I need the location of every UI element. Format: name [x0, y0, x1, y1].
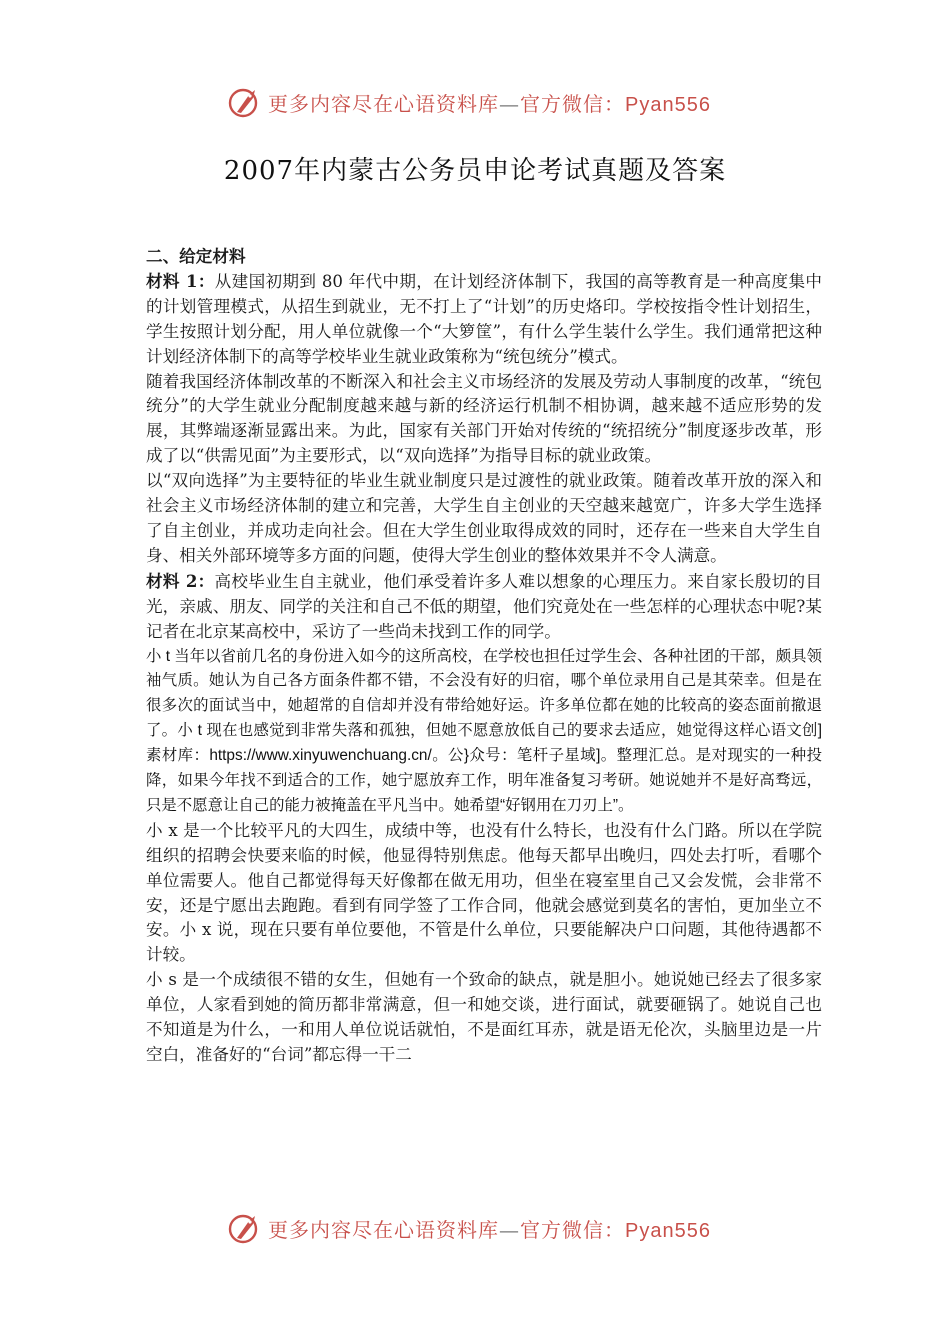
paragraph: [146, 645, 822, 819]
pen-nib-logo-icon: [228, 85, 262, 119]
paragraph-text: 从建国初期到 80 年代中期，在计划经济体制下，我国的高等教育是一种高度集中的计划管理模式，从招生到就业，无不打上了“计划”的历史烙印。学校按指令性计划招生，学生按照计划分配，用人单位就像一个“大箩筐”，有什么学生装什么学生。我们通常把这种计划经济体制下的高等学校毕业生就业政策称为“统包统分”模式。: [146, 271, 822, 366]
paragraph: [146, 469, 822, 569]
paragraph-text: 小 s 是一个成绩很不错的女生，但她有一个致命的缺点，就是胆小。她说她已经去了很多家单位，人家看到她的简历都非常满意，但一和她交谈，进行面试，就要砸锅了。她说自己也不知道是为什么，一和用人单位说话就怕，不是面红耳赤，就是语无伦次，头脑里边是一片空白，准备好的“台词”都忘得一干二: [146, 970, 822, 1064]
banner-wechat-label: 官方微信：: [520, 1217, 625, 1242]
banner-separator: —: [499, 1217, 520, 1242]
paragraph-text: 小 t 当年以省前几名的身份进入如今的这所高校，在学校也担任过学生会、各种社团的干部，颇具领袖气质。她认为自己各方面条件都不错，不会没有好的归宿，哪个单位录用自己是其荣幸。但是在很多次的面试当中，她超常的自信却并没有带给她好运。许多单位都在她的比较高的姿态面前撤退了。小 t 现在也感觉到非常失落和孤独，但她不愿意放低自己的要求去适应，她觉得这样心语文创]素材库：https://www.xinyuwenchuang.cn/。公}众号：笔杆子星域]。整理汇总。是对现实的一种投降，如果今年找不到适合的工作，她宁愿放弃工作，明年准备复习考研。她说她并不是好高骛远，只是不愿意让自己的能力被掩盖在平凡当中。她希望“好钢用在刀刃上”。: [146, 647, 822, 814]
material-label: 材料 2：: [146, 570, 215, 591]
footer-banner: [228, 1208, 748, 1248]
pen-nib-logo-icon: [228, 1211, 262, 1245]
banner-slogan: 更多内容尽在心语资料库: [268, 91, 499, 116]
banner-slogan: 更多内容尽在心语资料库: [268, 1217, 499, 1242]
paragraph-text: 随着我国经济体制改革的不断深入和社会主义市场经济的发展及劳动人事制度的改革，“统包统分”的大学生就业分配制度越来越与新的经济运行机制不相协调，越来越不适应形势的发展，其弊端逐渐显露出来。为此，国家有关部门开始对传统的“统招统分”制度逐步改革，形成了以“供需见面”为主要形式，以“双向选择”为指导目标的就业政策。: [146, 371, 822, 466]
paragraph: [146, 968, 822, 1068]
banner-wechat-label: 官方微信：: [520, 91, 625, 116]
paragraph: [146, 569, 822, 645]
banner-text: [268, 88, 711, 117]
section-heading: 二、给定材料: [146, 246, 246, 266]
paragraph-text: 高校毕业生自主就业，他们承受着许多人难以想象的心理压力。来自家长殷切的目光，亲戚、朋友、同学的关注和自己不低的期望，他们究竟处在一些怎样的心理状态中呢?某记者在北京某高校中，采访了一些尚未找到工作的同学。: [146, 571, 822, 641]
banner-wechat-id: Pyan556: [625, 1219, 711, 1242]
paragraph-text: 以“双向选择”为主要特征的毕业生就业制度只是过渡性的就业政策。随着改革开放的深入和社会主义市场经济体制的建立和完善，大学生自主创业的天空越来越宽广，许多大学生选择了自主创业，并成功走向社会。但在大学生创业取得成效的同时，还存在一些来自大学生自身、相关外部环境等多方面的问题，使得大学生创业的整体效果并不令人满意。: [146, 471, 822, 565]
paragraph: [146, 819, 822, 968]
banner-separator: —: [499, 91, 520, 116]
document-body: [146, 244, 822, 1068]
header-banner: [228, 82, 748, 122]
banner-text: [268, 1214, 711, 1243]
paragraph: [146, 269, 822, 370]
paragraph: [146, 370, 822, 470]
paragraph-text: 小 x 是一个比较平凡的大四生，成绩中等，也没有什么特长，也没有什么门路。所以在学院组织的招聘会快要来临的时候，他显得特别焦虑。他每天都早出晚归，四处去打听，看哪个单位需要人。他自己都觉得每天好像都在做无用功，但坐在寝室里自己又会发慌，会非常不安，还是宁愿出去跑跑。看到有同学签了工作合同，他就会感觉到莫名的害怕，更加坐立不安。小 x 说，现在只要有单位要他，不管是什么单位，只要能解决户口问题，其他待遇都不计较。: [146, 820, 822, 965]
banner-wechat-id: Pyan556: [625, 93, 711, 116]
page-title: 2007年内蒙古公务员申论考试真题及答案: [223, 156, 727, 186]
material-label: 材料 1：: [146, 270, 215, 291]
